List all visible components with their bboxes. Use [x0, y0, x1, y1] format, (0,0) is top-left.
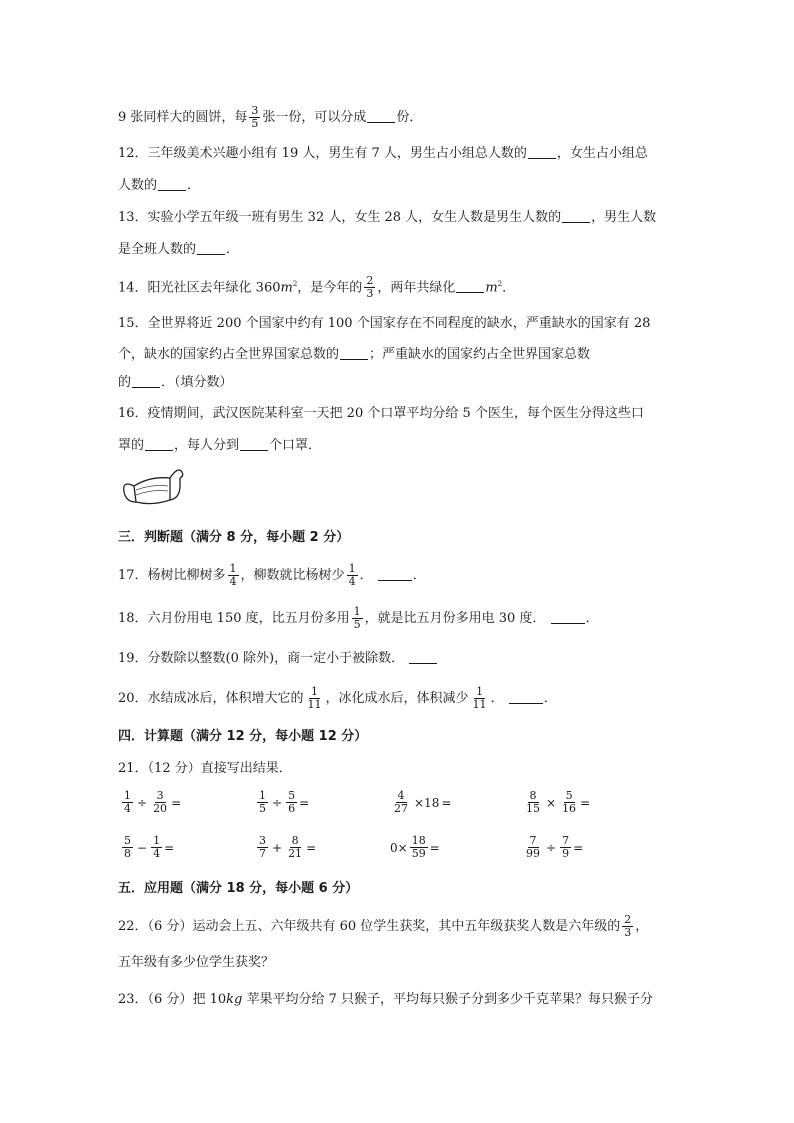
calc-item: $\frac{1}{5}$ ÷ $\frac{5}{6}$ = [259, 789, 310, 815]
answer-blank[interactable] [551, 609, 585, 624]
fraction: $\frac{1}{4}$ [348, 562, 356, 588]
fraction: $\frac{1}{11}$ [307, 685, 322, 711]
question-17: 17．杨树比柳树多 $\frac{1}{4}$ ，柳数就比杨树少 $\frac{1}{4}$ ． ． [118, 562, 426, 588]
calc-item: $\frac{4}{27}$ ×18 = [394, 789, 452, 815]
question-11: 9 张同样大的圆饼，每 $\frac{3}{5}$ 张一份，可以分成 份． [118, 104, 423, 130]
section-5-title: 五．应用题（满分 18 分，每小题 6 分） [118, 881, 359, 896]
answer-blank[interactable] [509, 689, 543, 704]
question-22-line-2: 五年级有多少位学生获奖？ [118, 955, 275, 970]
answer-blank[interactable] [528, 144, 556, 159]
question-12-line-1: 12．三年级美术兴趣小组有 19 人，男生有 7 人，男生占小组总人数的 ，女生占小组总 [118, 146, 648, 161]
answer-blank[interactable] [240, 436, 268, 451]
calc-item: $\frac{3}{7}$ + $\frac{8}{21}$ = [259, 834, 317, 860]
answer-blank[interactable] [145, 436, 173, 451]
calc-item: $\frac{1}{4}$ ÷ $\frac{3}{20}$ = [124, 789, 182, 815]
question-15-line-2: 个，缺水的国家约占全世界国家总数的 ；严重缺水的国家约占全世界国家总数 [118, 347, 591, 362]
answer-blank[interactable] [378, 566, 412, 581]
answer-blank[interactable] [340, 345, 368, 360]
fraction: $\frac{1}{11}$ [472, 685, 487, 711]
face-mask-image [120, 462, 186, 510]
calc-item: $\frac{7}{99}$ ÷ $\frac{7}{9}$ = [526, 834, 584, 860]
section-3-title: 三．判断题（满分 8 分，每小题 2 分） [118, 530, 350, 545]
answer-blank[interactable] [409, 649, 437, 664]
section-4-title: 四．计算题（满分 12 分，每小题 12 分） [118, 729, 368, 744]
question-23: 23．（6 分）把 10kg 苹果平均分给 7 只猴子，平均每只猴子分到多少千克苹果？每只猴子分 [118, 992, 653, 1007]
fraction: $\frac{2}{3}$ [624, 913, 632, 939]
fraction: $\frac{1}{4}$ [229, 562, 237, 588]
answer-blank[interactable] [562, 208, 590, 223]
question-13-line-2: 是全班人数的 ． [118, 242, 240, 257]
question-16-line-2: 罩的 ，每人分到 个口罩． [118, 438, 322, 453]
fraction: $\frac{2}{3}$ [366, 274, 374, 301]
question-14: 14．阳光社区去年绿化 $360m^2$，是今年的 $\frac{2}{3}$ ，两年共绿化 $m^2$． [118, 274, 516, 301]
question-15-line-3: 的 ．（填分数） [118, 375, 233, 390]
answer-blank[interactable] [197, 240, 225, 255]
calc-item: $\frac{8}{15}$ × $\frac{5}{16}$ = [526, 789, 591, 815]
question-20: 20．水结成冰后，体积增大它的 $\frac{1}{11}$ ，冰化成水后，体积减少 $\frac{1}{11}$ ． ． [118, 685, 557, 711]
fraction: $\frac{3}{5}$ [251, 104, 259, 130]
answer-blank[interactable] [367, 108, 395, 123]
calc-item: 0× $\frac{18}{59}$ = [390, 834, 440, 860]
answer-blank[interactable] [132, 373, 160, 388]
question-22-line-1: 22．（6 分）运动会上五、六年级共有 60 位学生获奖，其中五年级获奖人数是六年级的 $\frac{2}{3}$ ， [118, 913, 649, 939]
question-16-line-1: 16．疫情期间，武汉医院某科室一天把 20 个口罩平均分给 5 个医生，每个医生分得这些口 [118, 406, 644, 421]
fraction: $\frac{1}{5}$ [353, 605, 361, 631]
question-18: 18．六月份用电 150 度，比五月份多用 $\frac{1}{5}$ ，就是比五月份多用电 30 度． ． [118, 605, 599, 631]
calc-item: $\frac{5}{8}$ − $\frac{1}{4}$ = [124, 834, 175, 860]
question-15-line-1: 15．全世界将近 200 个国家中约有 100 个国家存在不同程度的缺水，严重缺水的国家有 28 [118, 316, 651, 331]
answer-blank[interactable] [456, 278, 484, 293]
question-21: 21．（12 分）直接写出结果． [118, 761, 292, 776]
question-12-line-2: 人数的 ． [118, 178, 201, 193]
question-19: 19．分数除以整数(0 除外)，商一定小于被除数． [118, 649, 438, 669]
answer-blank[interactable] [158, 176, 186, 191]
question-13-line-1: 13．实验小学五年级一班有男生 32 人，女生 28 人，女生人数是男生人数的 ，男生人数 [118, 210, 657, 225]
